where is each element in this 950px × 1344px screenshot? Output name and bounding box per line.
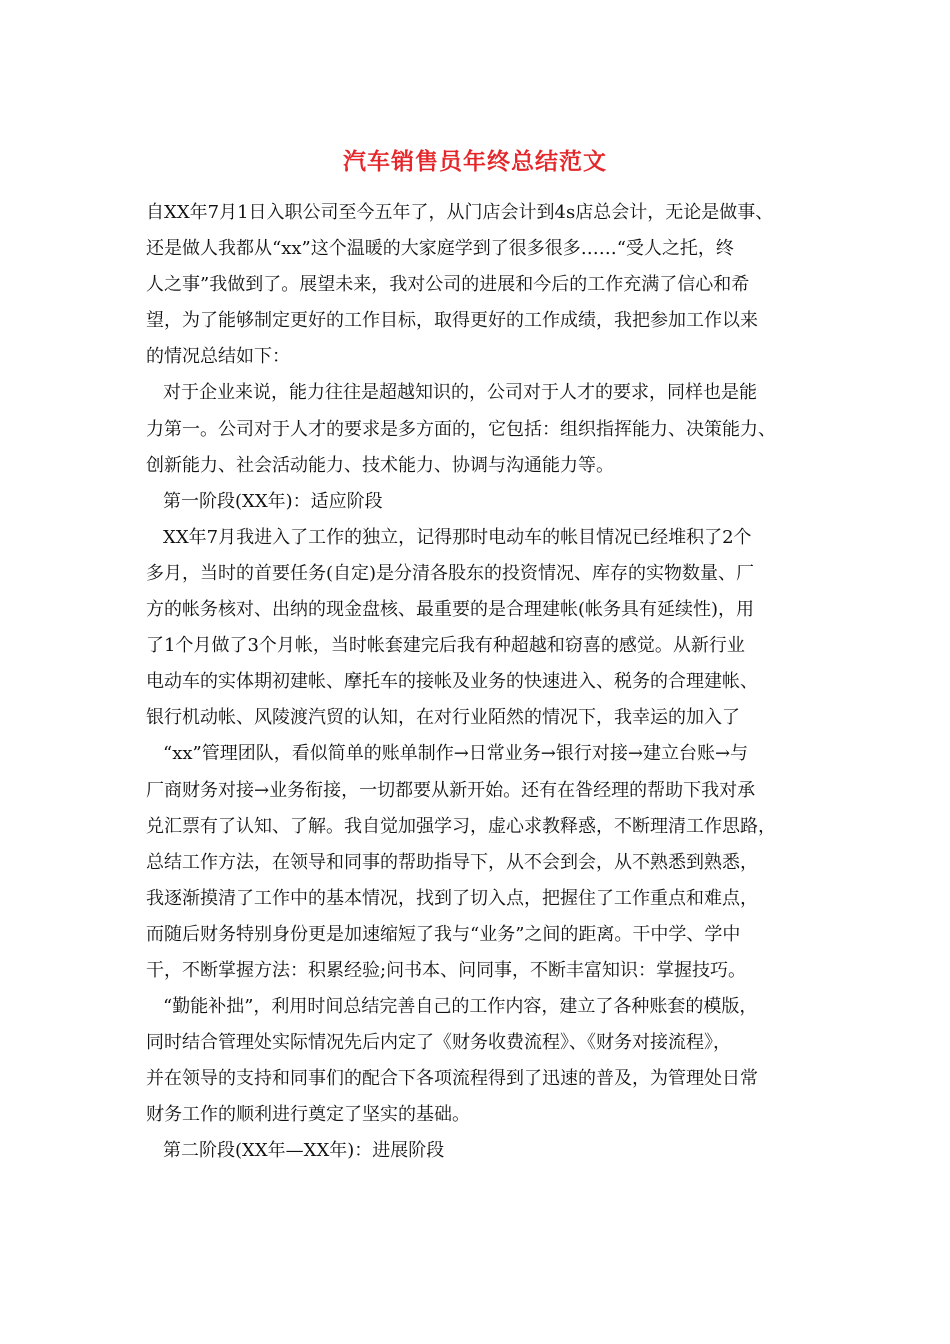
text-line: 财务工作的顺利进行奠定了坚实的基础。 bbox=[146, 1104, 470, 1126]
text-line: XX年7月我进入了工作的独立，记得那时电动车的帐目情况已经堆积了2个 bbox=[163, 526, 752, 548]
text-line: 第一阶段(XX年)：适应阶段 bbox=[163, 490, 383, 512]
text-line: 方的帐务核对、出纳的现金盘核、最重要的是合理建帐(帐务具有延续性)，用 bbox=[146, 599, 755, 621]
text-line: 望，为了能够制定更好的工作目标，取得更好的工作成绩，我把参加工作以来 bbox=[146, 310, 758, 332]
text-line: 电动车的实体期初建帐、摩托车的接帐及业务的快速进入、税务的合理建帐、 bbox=[146, 671, 758, 693]
text-line: 对于企业来说，能力往往是超越知识的，公司对于人才的要求，同样也是能 bbox=[163, 382, 757, 404]
text-line: 力第一。公司对于人才的要求是多方面的，它包括：组织指挥能力、决策能力、 bbox=[146, 418, 776, 440]
text-line: 了1个月做了3个月帐，当时帐套建完后我有种超越和窃喜的感觉。从新行业 bbox=[146, 635, 745, 657]
text-line: 银行机动帐、风陵渡汽贸的认知，在对行业陌然的情况下，我幸运的加入了 bbox=[146, 707, 740, 729]
text-line: 同时结合管理处实际情况先后内定了《财务收费流程》、《财务对接流程》， bbox=[146, 1032, 731, 1054]
text-line: 第二阶段(XX年—XX年)：进展阶段 bbox=[163, 1140, 445, 1162]
text-line: “勤能补拙”，利用时间总结完善自己的工作内容，建立了各种账套的模版， bbox=[163, 996, 758, 1018]
document-body bbox=[146, 195, 826, 1170]
text-line: 的情况总结如下： bbox=[146, 346, 290, 368]
text-line: 我逐渐摸清了工作中的基本情况，找到了切入点，把握住了工作重点和难点， bbox=[146, 887, 758, 909]
text-line: 人之事”我做到了。展望未来，我对公司的进展和今后的工作充满了信心和希 bbox=[146, 274, 750, 296]
document-title: 汽车销售员年终总结范文 bbox=[343, 148, 607, 175]
text-line: 并在领导的支持和同事们的配合下各项流程得到了迅速的普及，为管理处日常 bbox=[146, 1068, 758, 1090]
text-line: 兑汇票有了认知、了解。我自觉加强学习，虚心求教释惑，不断理清工作思路， bbox=[146, 815, 776, 837]
text-line: 创新能力、社会活动能力、技术能力、协调与沟通能力等。 bbox=[146, 454, 614, 476]
text-line: 而随后财务特别身份更是加速缩短了我与“业务”之间的距离。干中学、学中 bbox=[146, 923, 741, 945]
text-line: “xx”管理团队，看似简单的账单制作→日常业务→银行对接→建立台账→与 bbox=[163, 743, 749, 765]
text-line: 厂商财务对接→业务衔接，一切都要从新开始。还有在昝经理的帮助下我对承 bbox=[146, 779, 756, 801]
text-line: 还是做人我都从“xx”这个温暖的大家庭学到了很多很多……“受人之托，终 bbox=[146, 238, 734, 260]
text-line: 干，不断掌握方法：积累经验;问书本、问同事，不断丰富知识：掌握技巧。 bbox=[146, 959, 747, 981]
text-line: 自XX年7月1日入职公司至今五年了，从门店会计到4s店总会计，无论是做事、 bbox=[146, 202, 774, 223]
text-line: 总结工作方法，在领导和同事的帮助指导下，从不会到会，从不熟悉到熟悉， bbox=[146, 851, 758, 873]
text-line: 多月，当时的首要任务(自定)是分清各股东的投资情况、库存的实物数量、厂 bbox=[146, 562, 755, 584]
